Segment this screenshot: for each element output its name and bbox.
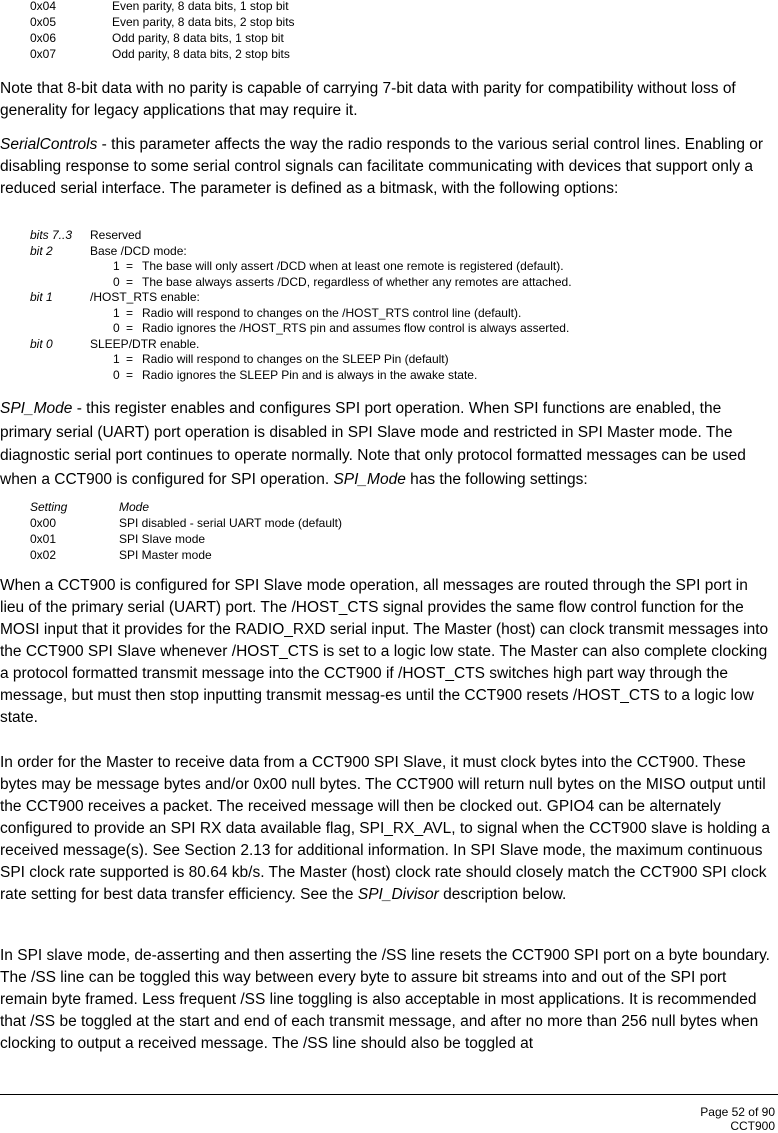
spi-slave-paragraph: When a CCT900 is configured for SPI Slave mode operation, all messages are routed through the SPI port in lieu of the primary serial (UART) port. The /HOST_CTS signal provides the same flow control function for the MOSI input that it provides for the RADIO_RXD serial input. The Master (host) can clock transmit messages into the CCT900 SPI Slave whenever /HOST_CTS is set to a logic low state. The Master can also complete clocking a protocol formatted transmit message into the CCT900 if /HOST_CTS switches high part way through the message, but must then stop inputting transmit messag-es until the CCT900 resets /HOST_CTS to a logic low state.	[0, 577, 769, 726]
table-row: 0x05 Even parity, 8 data bits, 2 stop bits	[30, 15, 295, 29]
list-item: bit 0 SLEEP/DTR enable.	[30, 336, 200, 351]
ss-line-paragraph: In SPI slave mode, de-asserting and then asserting the /SS line resets the CCT900 SPI port on a byte boundary. The /SS line can be toggled this way between every byte to assure bit streams into and out of the SPI port remain byte framed. Less frequent /SS line toggling is also acceptable in most applications. It is recommended that /SS be toggled at the start and end of each transmit message, and after no more than 256 null bytes when clocking to output a received message. The /SS line should also be toggled at	[0, 947, 770, 1052]
bit-option: 1 = The base will only assert /DCD when at least one remote is registered (default).	[113, 259, 564, 273]
table-row: 0x07 Odd parity, 8 data bits, 2 stop bits	[30, 47, 290, 61]
bit-option: 0 = The base always asserts /DCD, regardless of whether any remotes are attached.	[113, 274, 572, 289]
bit-option: 1 = Radio will respond to changes on the /HOST_RTS control line (default).	[113, 305, 522, 320]
bit-option: 0 = Radio ignores the /HOST_RTS pin and assumes flow control is always asserted.	[113, 321, 570, 335]
footer-divider	[0, 1094, 778, 1095]
list-item: bit 1 /HOST_RTS enable:	[30, 290, 200, 304]
page-number: Page 52 of 90	[700, 1105, 775, 1119]
spi-mode-term: SPI_Mode	[0, 400, 73, 417]
note-parity-paragraph: Note that 8-bit data with no parity is capable of carrying 7-bit data with parity for compatibility without loss of generality for legacy applications that may require it.	[0, 80, 736, 119]
list-item: bits 7..3 Reserved	[30, 228, 142, 242]
table-row: 0x00 SPI disabled - serial UART mode (default)	[30, 516, 342, 530]
table-row: 0x04 Even parity, 8 data bits, 1 stop bit	[30, 0, 289, 13]
serial-controls-term: SerialControls	[0, 136, 98, 153]
spi-divisor-term: SPI_Divisor	[357, 886, 439, 903]
table-row: 0x02 SPI Master mode	[30, 548, 212, 562]
spi-master-receive-paragraph: In order for the Master to receive data from a CCT900 SPI Slave, it must clock bytes into the CCT900. These bytes may be message bytes and/or 0x00 null bytes. The CCT900 will return null bytes on the MISO output until the CCT900 receives a packet. The received message will then be clocked out. GPIO4 can be alternately configured to provide an SPI RX data available flag, SPI_RX_AVL, to signal when the CCT900 slave is holding a received message(s). See Section 2.13 for additional information. In SPI Slave mode, the maximum continuous SPI clock rate supported is 80.64 kb/s. The Master (host) clock rate should closely match the CCT900 SPI clock rate setting for best data transfer efficiency. See the SPI_Divisor description below.	[0, 754, 771, 903]
list-item: bit 2 Base /DCD mode:	[30, 243, 187, 258]
serial-controls-bitmask	[30, 228, 730, 383]
table-header: Setting Mode	[30, 500, 150, 514]
spi-mode-table	[30, 499, 430, 563]
serial-controls-paragraph: SerialControls - this parameter affects the way the radio responds to the various serial control lines. Enabling or disabling response to some serial control signals can facilitate communicating with devices that support only a reduced serial interface. The parameter is defined as a bitmask, with the following options:	[0, 136, 764, 197]
document-name: CCT900	[730, 1119, 775, 1133]
bit-option: 1 = Radio will respond to changes on the SLEEP Pin (default)	[113, 352, 449, 366]
table-row: 0x06 Odd parity, 8 data bits, 1 stop bit	[30, 31, 284, 45]
parity-table	[30, 0, 430, 62]
table-row: 0x01 SPI Slave mode	[30, 532, 206, 546]
bit-option: 0 = Radio ignores the SLEEP Pin and is always in the awake state.	[113, 367, 478, 382]
spi-mode-paragraph: SPI_Mode - this register enables and configures SPI port operation. When SPI functions are enabled, the primary serial (UART) port operation is disabled in SPI Slave mode and restricted in SPI Master mode. The diagnostic serial port continues to operate normally. Note that only protocol formatted messages can be used when a CCT900 is configured for SPI operation. SPI_Mode has the following settings:	[0, 400, 746, 488]
